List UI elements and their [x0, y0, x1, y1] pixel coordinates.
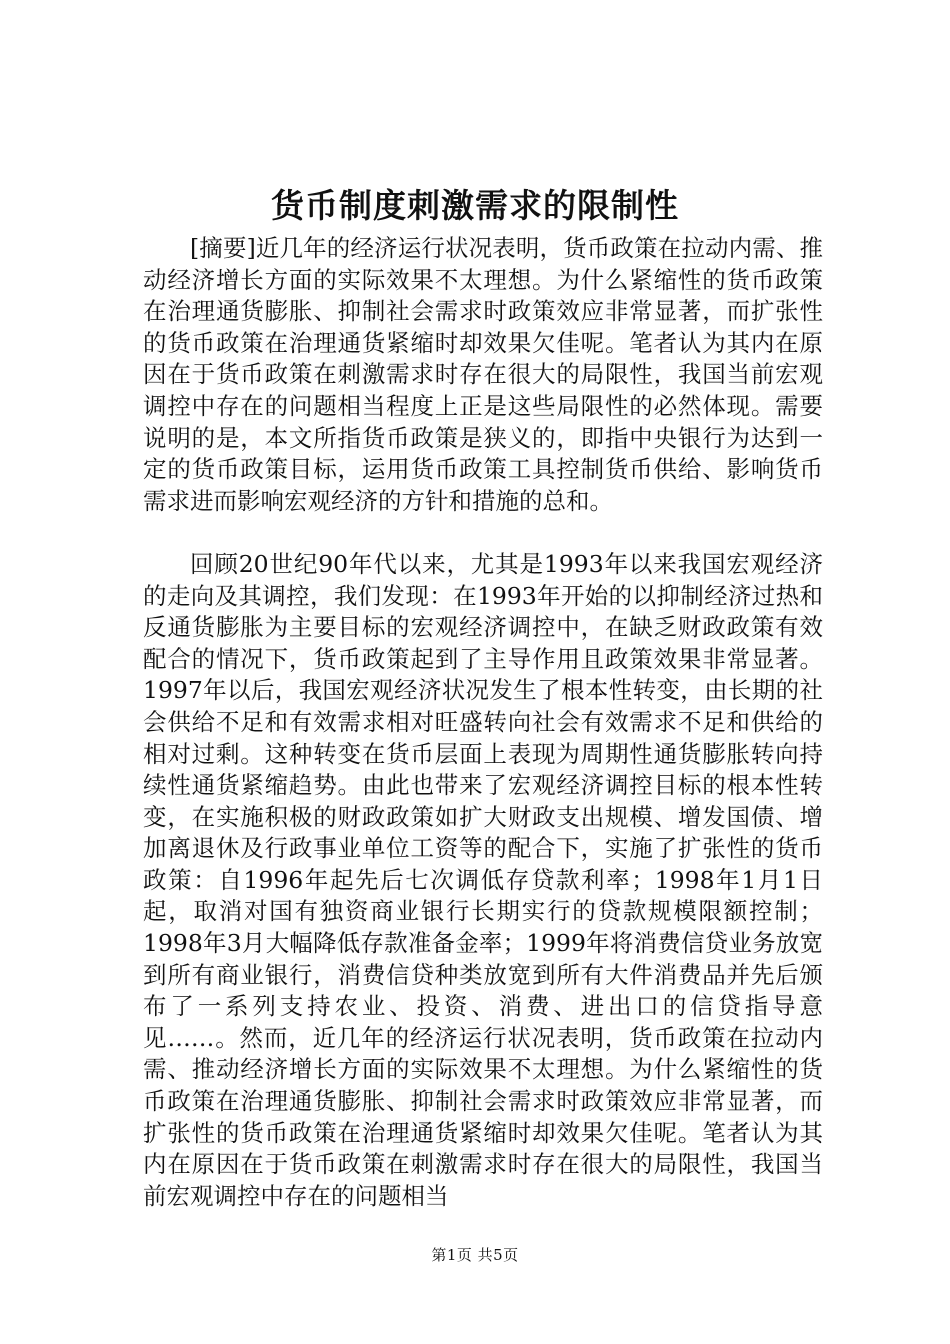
document-title: 货币制度刺激需求的限制性 — [271, 186, 679, 225]
page-number-footer: 第1页 共5页 — [431, 1246, 519, 1264]
abstract-paragraph: [摘要]近几年的经济运行状况表明，货币政策在拉动内需、推动经济增长方面的实际效果不太理想。为什么紧缩性的货币政策在治理通货膨胀、抑制社会需求时政策效应非常显著，而扩张性的货币政策在治理通货紧缩时却效果欠佳呢。笔者认为其内在原因在于货币政策在刺激需求时存在很大的局限性，我国当前宏观调控中存在的问题相当程度上正是这些局限性的必然体现。需要说明的是，本文所指货币政策是狭义的，即指中央银行为达到一定的货币政策目标，运用货币政策工具控制货币供给、影响货币需求进而影响宏观经济的方针和措施的总和。 — [143, 234, 823, 515]
document-body — [143, 233, 823, 1212]
body-paragraph: 回顾20世纪90年代以来，尤其是1993年以来我国宏观经济的走向及其调控，我们发现：在1993年开始的以抑制经济过热和反通货膨胀为主要目标的宏观经济调控中，在缺乏财政政策有效配合的情况下，货币政策起到了主导作用且政策效果非常显著。1997年以后，我国宏观经济状况发生了根本性转变，由长期的社会供给不足和有效需求相对旺盛转向社会有效需求不足和供给的相对过剩。这种转变在货币层面上表现为周期性通货膨胀转向持续性通货紧缩趋势。由此也带来了宏观经济调控目标的根本性转变，在实施积极的财政政策如扩大财政支出规模、增发国债、增加离退休及行政事业单位工资等的配合下，实施了扩张性的货币政策：自1996年起先后七次调低存贷款利率；1998年1月1日起，取消对国有独资商业银行长期实行的贷款规模限额控制；1998年3月大幅降低存款准备金率；1999年将消费信贷业务放宽到所有商业银行，消费信贷种类放宽到所有大件消费品并先后颁布了一系列支持农业、投资、消费、进出口的信贷指导意见……。然而，近几年的经济运行状况表明，货币政策在拉动内需、推动经济增长方面的实际效果不太理想。为什么紧缩性的货币政策在治理通货膨胀、抑制社会需求时政策效应非常显著，而扩张性的货币政策在治理通货紧缩时却效果欠佳呢。笔者认为其内在原因在于货币政策在刺激需求时存在很大的局限性，我国当前宏观调控中存在的问题相当 — [143, 549, 823, 1210]
